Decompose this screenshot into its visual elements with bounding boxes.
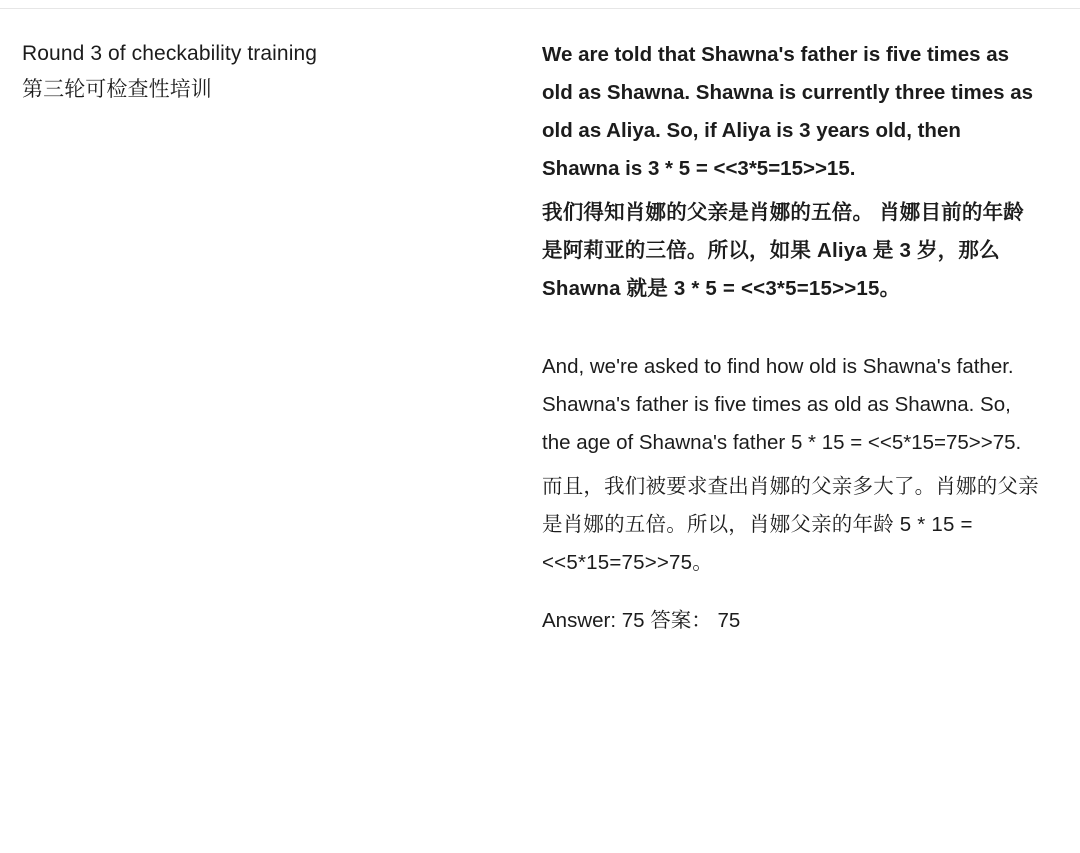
- training-round-heading-zh: 第三轮可检查性培训: [22, 78, 212, 101]
- solution-text-zh: 而且，我们被要求查出肖娜的父亲多大了。肖娜的父亲是肖娜的五倍。所以，肖娜父亲的年龄 5 * 15 = <<5*15=75>>75。: [542, 475, 1039, 574]
- training-round-heading-en: Round 3 of checkability training: [22, 42, 318, 65]
- answer-line: Answer: 75 答案： 75: [542, 609, 741, 632]
- left-column: [0, 36, 520, 108]
- problem-statement-en: We are told that Shawna's father is five times as old as Shawna. Shawna is currently three times as old as Aliya. So, if Aliya is 3 years old, then Shawna is 3 * 5 = <<3*5=15>>15.: [542, 43, 1034, 180]
- solution-text-en: And, we're asked to find how old is Shawna's father. Shawna's father is five times as old as Shawna. So, the age of Shawna's father 5 * 15 = <<5*15=75>>75.: [542, 355, 1022, 454]
- problem-statement-zh: 我们得知肖娜的父亲是肖娜的五倍。 肖娜目前的年龄是阿莉亚的三倍。所以，如果 Aliya 是 3 岁，那么 Shawna 就是 3 * 5 = <<3*5=15>>15。: [542, 201, 1024, 300]
- top-divider: [0, 8, 1080, 9]
- right-column: [520, 36, 1080, 640]
- paragraph-spacer: [542, 314, 1040, 348]
